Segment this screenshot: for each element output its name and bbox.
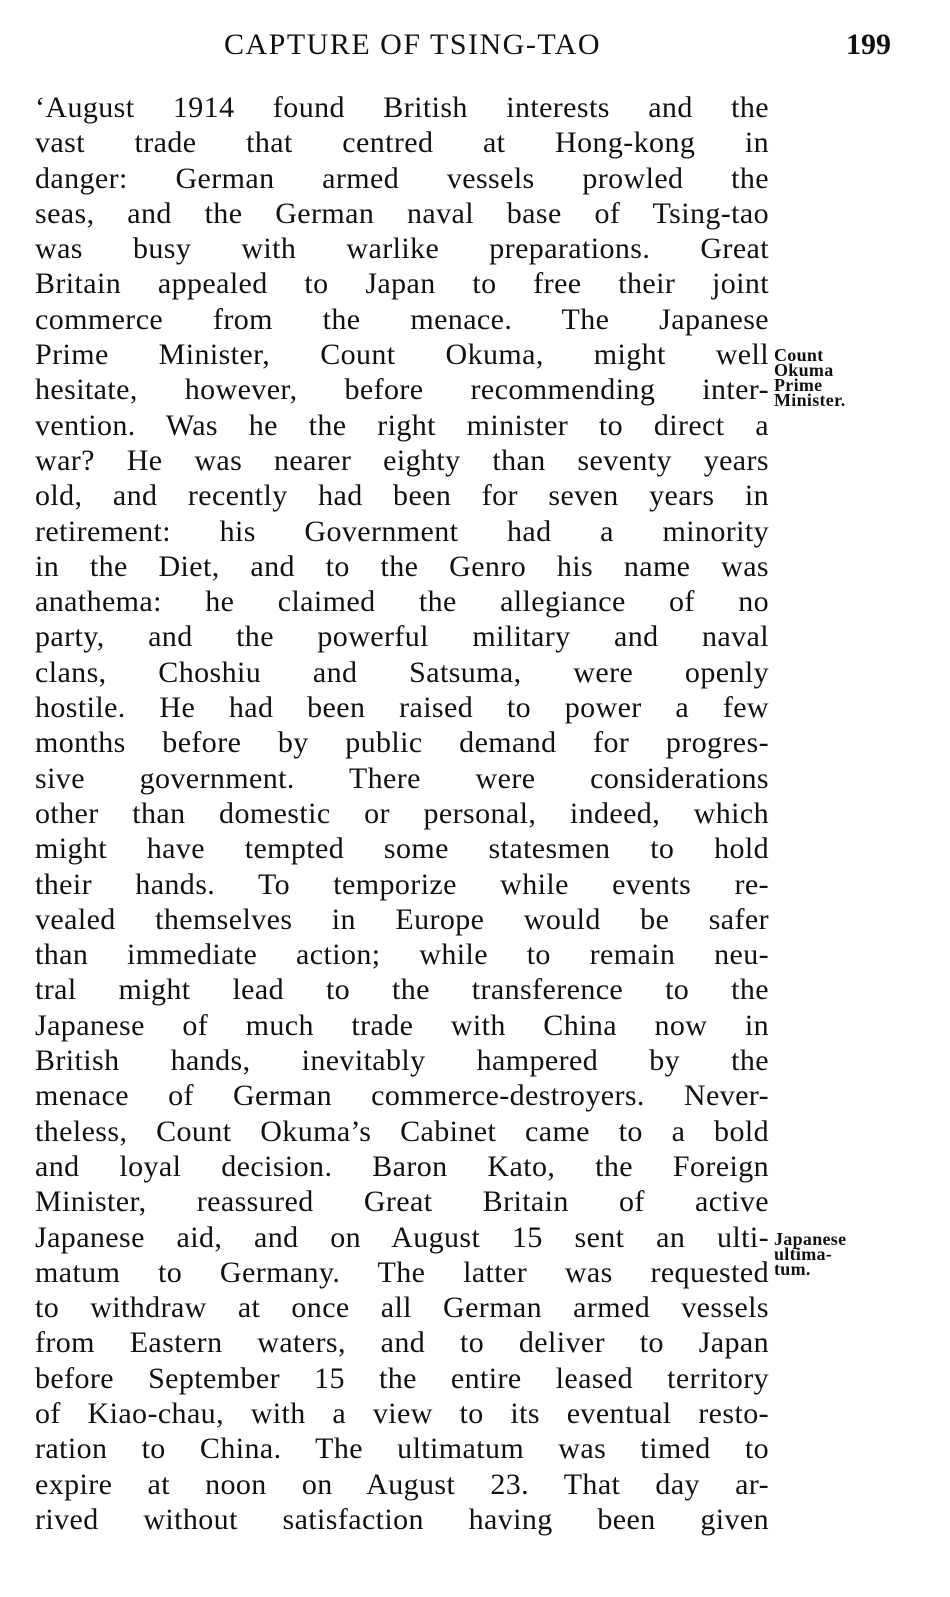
- margin-note-line: Prime: [774, 375, 823, 395]
- text-line: expire at noon on August 23. That day ar-: [35, 1467, 769, 1501]
- text-line: might have tempted some statesmen to hold: [35, 832, 769, 866]
- margin-note-ultimatum: [774, 1229, 847, 1279]
- text-line: anathema: he claimed the allegiance of no: [35, 585, 769, 619]
- text-line: British hands, inevitably hampered by the: [35, 1044, 769, 1078]
- text-line: vealed themselves in Europe would be safer: [35, 902, 769, 936]
- text-line: rived without satisfaction having been given: [35, 1502, 769, 1536]
- text-line: matum to Germany. The latter was requested: [35, 1255, 769, 1289]
- text-line: their hands. To temporize while events re-: [35, 867, 769, 901]
- text-line: hostile. He had been raised to power a few: [35, 691, 769, 725]
- margin-note-line: Japanese: [774, 1229, 847, 1249]
- text-line: clans, Choshiu and Satsuma, were openly: [35, 655, 769, 689]
- text-line: Prime Minister, Count Okuma, might well: [35, 338, 769, 372]
- text-line: ‘August 1914 found British interests and the: [35, 91, 769, 124]
- text-line: danger: German armed vessels prowled the: [35, 161, 769, 195]
- text-line: months before by public demand for progres-: [35, 726, 769, 760]
- text-line: retirement: his Government had a minority: [35, 514, 769, 548]
- text-line: to withdraw at once all German armed vessels: [35, 1291, 769, 1325]
- margin-note-line: Count: [774, 345, 824, 365]
- text-line: vast trade that centred at Hong-kong in: [35, 126, 769, 160]
- text-line: old, and recently had been for seven years in: [35, 479, 769, 513]
- text-line: war? He was nearer eighty than seventy years: [35, 443, 769, 477]
- margin-note-okuma: [774, 345, 846, 410]
- text-line: commerce from the menace. The Japanese: [35, 302, 769, 336]
- text-line: theless, Count Okuma’s Cabinet came to a bold: [35, 1114, 769, 1148]
- text-line: was busy with warlike preparations. Great: [35, 232, 769, 266]
- text-line: party, and the powerful military and naval: [35, 620, 769, 654]
- text-line: menace of German commerce-destroyers. Never-: [35, 1079, 769, 1113]
- margin-note-line: tum.: [774, 1259, 811, 1279]
- margin-note-line: Minister.: [774, 390, 846, 410]
- text-line: hesitate, however, before recommending inter-: [35, 373, 769, 407]
- text-line: ration to China. The ultimatum was timed to: [35, 1432, 769, 1466]
- margin-note-line: ultima-: [774, 1244, 833, 1264]
- text-line: tral might lead to the transference to the: [35, 973, 769, 1007]
- text-line: Britain appealed to Japan to free their joint: [35, 267, 769, 301]
- text-line: sive government. There were considerations: [35, 761, 769, 795]
- text-line: than immediate action; while to remain neu-: [35, 938, 769, 972]
- margin-note-line: Okuma: [774, 360, 834, 380]
- running-head: [0, 28, 950, 68]
- text-line: from Eastern waters, and to deliver to Japan: [35, 1326, 769, 1360]
- text-line: and loyal decision. Baron Kato, the Foreign: [35, 1149, 769, 1183]
- text-line: in the Diet, and to the Genro his name was: [35, 549, 769, 583]
- text-line: seas, and the German naval base of Tsing-tao: [35, 196, 769, 230]
- text-line: other than domestic or personal, indeed, which: [35, 796, 769, 830]
- text-line: Japanese aid, and on August 15 sent an ulti-: [35, 1220, 769, 1254]
- text-line: vention. Was he the right minister to direct a: [35, 408, 769, 442]
- page-number: 199: [846, 28, 891, 61]
- text-line: Minister, reassured Great Britain of active: [35, 1185, 769, 1219]
- body-text: [35, 90, 769, 1537]
- text-line: before September 15 the entire leased territory: [35, 1361, 769, 1395]
- running-title: CAPTURE OF TSING-TAO: [224, 28, 602, 61]
- text-line: of Kiao-chau, with a view to its eventual resto-: [35, 1396, 769, 1430]
- text-line: Japanese of much trade with China now in: [35, 1008, 769, 1042]
